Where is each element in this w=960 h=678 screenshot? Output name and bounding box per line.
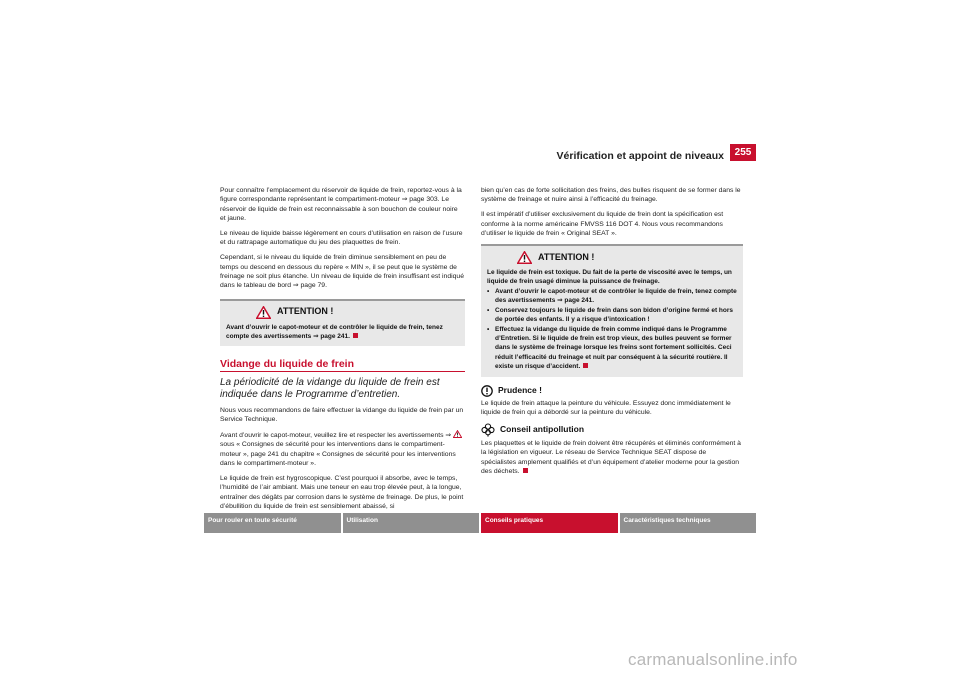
body-paragraph: Avant d’ouvrir le capot-moteur, veuillez lire et respecter les avertissements ⇒ sous « Consignes de sécurité pour les interventions dans le compartiment-moteur », page 241 du chapitre « Consignes de sécurité pour les interventions dans le compartiment-moteur ».	[220, 430, 465, 468]
caution-title: Prudence !	[498, 384, 542, 395]
section-title: Vidange du liquide de frein	[220, 358, 354, 371]
body-paragraph: bien qu’en cas de forte sollicitation des freins, des bulles risquent de se former dans le système de freinage et nuire ainsi à l’efficacité du freinage.	[481, 187, 741, 204]
warning-triangle-icon	[453, 430, 462, 438]
bullet-item: • Avant d’ouvrir le capot-moteur et de contrôler le liquide de frein, tenez compte des avertissements ⇒ page 241.	[487, 287, 737, 305]
attention-box	[481, 244, 743, 376]
intro-paragraph: Cependant, si le niveau du liquide de frein diminue sensiblement en peu de temps ou descend en dessous du repère « MIN », il se peut que le système de freinage ne soit plus étanche. Un niveau de liquide de frein insuffisant est indiqué dans le tableau de bord ⇒ page 79.	[220, 254, 464, 290]
body-paragraph: Nous vous recommandons de faire effectuer la vidange du liquide de frein par un Service Technique.	[220, 406, 464, 423]
warning-triangle-icon	[256, 306, 271, 319]
eco-flower-icon	[481, 423, 495, 437]
warning-triangle-icon	[517, 251, 532, 264]
attention-title: ATTENTION !	[277, 306, 334, 317]
left-column	[220, 186, 465, 517]
attention-header	[487, 251, 737, 264]
attention-text: Le liquide de frein est toxique. Du fait de la perte de viscosité avec le temps, un liquide de frein usagé diminue la puissance de freinage.	[487, 269, 732, 286]
eco-text: Les plaquettes et le liquide de frein doivent être récupérés et éliminés conformément à la législation en vigueur. Le réseau de Service Technique SEAT dispose de spécialistes amplement qualifiés et d’un équipement d’atelier moderne pour la gestion des déchets.	[481, 440, 741, 476]
attention-text: Avant d’ouvrir le capot-moteur et de contrôler le liquide de frein, tenez compte des avertissements ⇒ page 241.	[226, 323, 443, 340]
end-marker-icon	[583, 363, 588, 368]
attention-title: ATTENTION !	[538, 251, 595, 262]
attention-box	[220, 299, 465, 347]
end-marker-icon	[523, 468, 528, 473]
chapter-title: Vérification et appoint de niveaux	[556, 150, 724, 162]
end-marker-icon	[353, 333, 358, 338]
footer-tab-operation[interactable]: Utilisation	[343, 513, 480, 533]
right-column	[481, 186, 743, 482]
body-paragraph: Le liquide de frein est hygroscopique. C’est pourquoi il absorbe, avec le temps, l’humidité de l’air ambiant. Mais une teneur en eau trop élevée peut, à la longue, entraîner des dégâts par corrosion dans le système de freinage. De plus, le point d’ébullition du liquide de frein est sensiblement abaissé, si	[220, 475, 464, 510]
footer-navigation	[204, 513, 756, 533]
bullet-icon: •	[487, 306, 490, 314]
watermark: carmanualsonline.info	[628, 650, 798, 669]
bullet-item: • Effectuez la vidange du liquide de frein comme indiqué dans le Programme d’Entretien. Si le liquide de frein est trop vieux, des bulles peuvent se former dans le système de freinage lorsque les freins sont fortement sollicités. Ceci réduit l’efficacité du freinage et nuit par conséquent à la sécurité routière. Il existe un risque d’accident.	[487, 325, 732, 371]
intro-paragraph: Pour connaître l’emplacement du réservoir de liquide de frein, reportez-vous à la figure correspondante représentant le compartiment-moteur ⇒ page 303. Le réservoir de liquide de frein est reconnaissable à son bouchon de couleur noire et jaune.	[220, 187, 462, 222]
intro-paragraph: Le niveau de liquide baisse légèrement en cours d’utilisation en raison de l’usure et du rattrapage automatique du jeu des plaquettes de frein.	[220, 229, 463, 247]
section-divider	[220, 371, 465, 372]
bullet-icon: •	[487, 325, 490, 333]
caution-text: Le liquide de frein attaque la peinture du véhicule. Essuyez donc immédiatement le liquide de frein qui a débordé sur la peinture du véhicule.	[481, 399, 731, 416]
bullet-item: • Conservez toujours le liquide de frein dans son bidon d’origine fermé et hors de portée des enfants. Il y a risque d’intoxication !	[487, 306, 734, 324]
footer-tab-safety[interactable]: Pour rouler en toute sécurité	[204, 513, 341, 533]
bullet-icon: •	[487, 287, 490, 295]
attention-header	[226, 306, 459, 319]
caution-exclamation-icon	[481, 385, 493, 397]
footer-tab-technical-specs[interactable]: Caractéristiques techniques	[620, 513, 757, 533]
eco-header	[481, 423, 743, 437]
body-paragraph: Il est impératif d’utiliser exclusivement du liquide de frein dont la spécification est conforme à la norme américaine FMVSS 116 DOT 4. Nous vous recommandons d’utiliser le liquide de frein « Original SEAT ».	[481, 211, 724, 237]
caution-header	[481, 385, 743, 397]
page-number: 255	[730, 144, 756, 161]
eco-title: Conseil antipollution	[500, 424, 585, 435]
section-subtitle: La périodicité de la vidange du liquide de frein est indiquée dans le Programme d’entretien.	[220, 376, 440, 401]
footer-tab-practical-tips[interactable]: Conseils pratiques	[481, 513, 618, 533]
